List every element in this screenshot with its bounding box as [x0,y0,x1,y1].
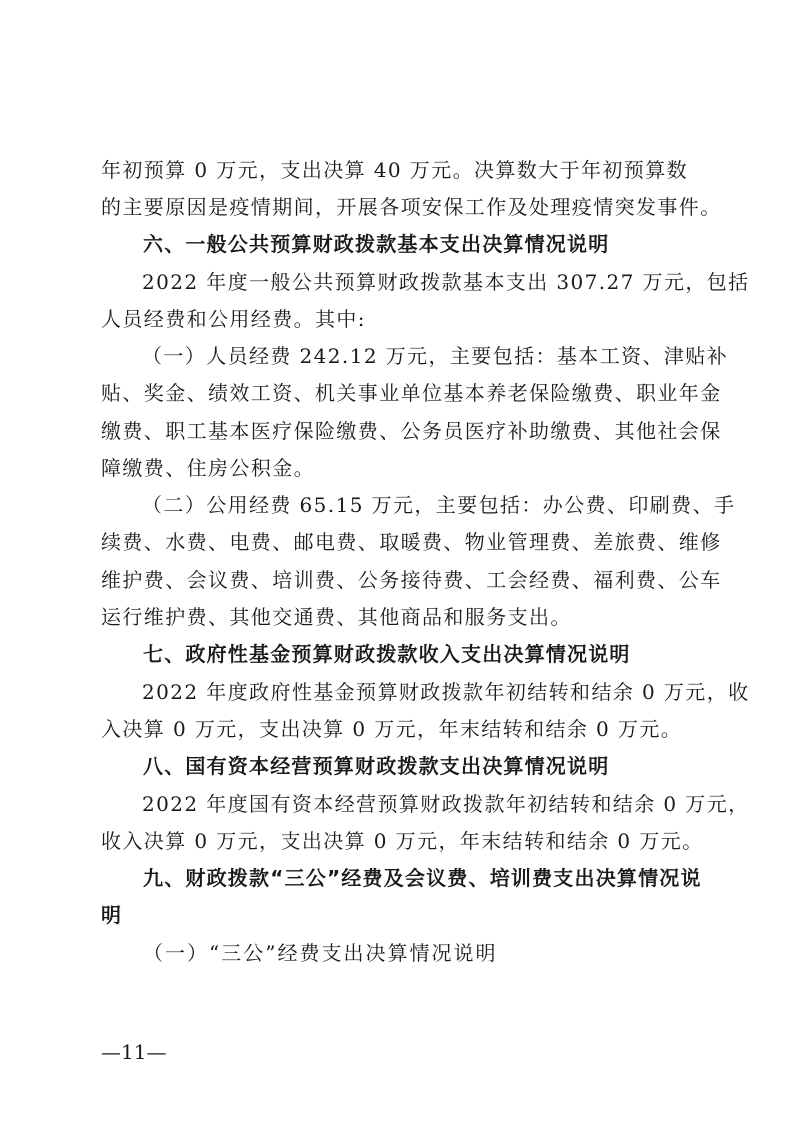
body-text-line: 2022 年度一般公共预算财政拨款基本支出 307.27 万元，包括 [142,270,750,294]
body-text-line: （二）公用经费 65.15 万元，主要包括：办公费、印刷费、手 [142,493,736,517]
body-text-line: 年初预算 0 万元，支出决算 40 万元。决算数大于年初预算数 [101,158,689,182]
body-text-line: 运行维护费、其他交通费、其他商品和服务支出。 [101,605,572,629]
body-text-line: 入决算 0 万元，支出决算 0 万元，年末结转和结余 0 万元。 [101,717,683,741]
section-heading-8: 八、国有资本经营预算财政拨款支出决算情况说明 [143,754,610,778]
section-heading-9-continued: 明 [101,903,123,927]
section-heading-6: 六、一般公共预算财政拨款基本支出决算情况说明 [143,232,610,256]
body-text-line: 维护费、会议费、培训费、公务接待费、工会经费、福利费、公车 [101,568,722,592]
body-text-line: 障缴费、住房公积金。 [101,456,315,480]
body-text-line: 收入决算 0 万元，支出决算 0 万元，年末结转和结余 0 万元。 [101,829,704,853]
section-heading-9: 九、财政拨款“三公”经费及会议费、培训费支出决算情况说 [143,866,702,890]
body-text-line: 贴、奖金、绩效工资、机关事业单位基本养老保险缴费、职业年金 [101,381,722,405]
body-text-line: 2022 年度国有资本经营预算财政拨款年初结转和结余 0 万元， [142,792,750,816]
subsection-heading: （一）“三公”经费支出决算情况说明 [143,941,498,965]
body-text-line: 2022 年度政府性基金预算财政拨款年初结转和结余 0 万元，收 [142,680,750,704]
section-heading-7: 七、政府性基金预算财政拨款收入支出决算情况说明 [143,642,631,666]
body-text-line: 人员经费和公用经费。其中: [101,307,366,331]
body-text-line: （一）人员经费 242.12 万元，主要包括：基本工资、津贴补 [142,344,729,368]
body-text-line: 续费、水费、电费、邮电费、取暖费、物业管理费、差旅费、维修 [101,530,722,554]
page-number: —11— [101,1040,167,1064]
body-text-line: 的主要原因是疫情期间，开展各项安保工作及处理疫情突发事件。 [101,195,722,219]
body-text-line: 缴费、职工基本医疗保险缴费、公务员医疗补助缴费、其他社会保 [101,419,722,443]
